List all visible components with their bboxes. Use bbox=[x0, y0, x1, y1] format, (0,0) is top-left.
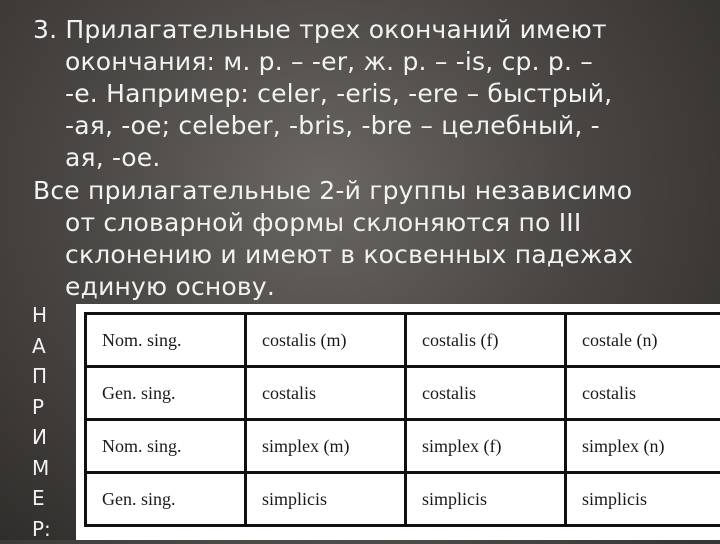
paragraph-adjectives-three-endings bbox=[33, 14, 703, 174]
table-cell: simplicis bbox=[246, 473, 406, 526]
table-cell: Nom. sing. bbox=[86, 314, 246, 367]
paragraph-line: -e. Например: celer, -eris, -ere – быстрый, bbox=[33, 78, 703, 110]
table-row bbox=[86, 314, 720, 367]
example-letter: Е bbox=[32, 483, 62, 514]
paragraph-second-group bbox=[33, 175, 703, 303]
paragraph-line: -ая, -ое; celeber, -bris, -bre – целебный, - bbox=[33, 110, 703, 142]
table-cell: simplex (n) bbox=[566, 420, 720, 473]
table-cell: simplicis bbox=[406, 473, 566, 526]
example-letter: П bbox=[32, 361, 62, 392]
paragraph-line: склонению и имеют в косвенных падежах bbox=[33, 239, 703, 271]
example-vertical-label bbox=[32, 300, 62, 544]
table-cell: simplex (f) bbox=[406, 420, 566, 473]
table-cell: simplex (m) bbox=[246, 420, 406, 473]
table-cell: costalis (f) bbox=[406, 314, 566, 367]
example-letter: И bbox=[32, 422, 62, 453]
table-cell: costalis (m) bbox=[246, 314, 406, 367]
table-row bbox=[86, 420, 720, 473]
table-cell: costalis bbox=[566, 367, 720, 420]
example-letter: А bbox=[32, 331, 62, 362]
paragraph-line: единую основу. bbox=[33, 271, 703, 303]
table-cell: simplicis bbox=[566, 473, 720, 526]
table-cell: Gen. sing. bbox=[86, 367, 246, 420]
table-row bbox=[86, 473, 720, 526]
paragraph-line: 3. Прилагательные трех окончаний имеют bbox=[33, 14, 703, 46]
table-cell: Gen. sing. bbox=[86, 473, 246, 526]
example-letter: Р: bbox=[32, 514, 62, 544]
paragraph-line: ая, -ое. bbox=[33, 142, 703, 174]
table-cell: costale (n) bbox=[566, 314, 720, 367]
table-row bbox=[86, 367, 720, 420]
declension-table bbox=[84, 312, 720, 527]
example-letter: Р bbox=[32, 392, 62, 423]
paragraph-line: Все прилагательные 2-й группы независимо bbox=[33, 175, 703, 207]
table-cell: costalis bbox=[246, 367, 406, 420]
declension-table-image bbox=[76, 304, 720, 540]
paragraph-line: окончания: м. р. – -er, ж. р. – -is, ср. р. – bbox=[33, 46, 703, 78]
example-letter: Н bbox=[32, 300, 62, 331]
table-cell: costalis bbox=[406, 367, 566, 420]
example-letter: М bbox=[32, 453, 62, 484]
paragraph-line: от словарной формы склоняются по III bbox=[33, 207, 703, 239]
table-cell: Nom. sing. bbox=[86, 420, 246, 473]
